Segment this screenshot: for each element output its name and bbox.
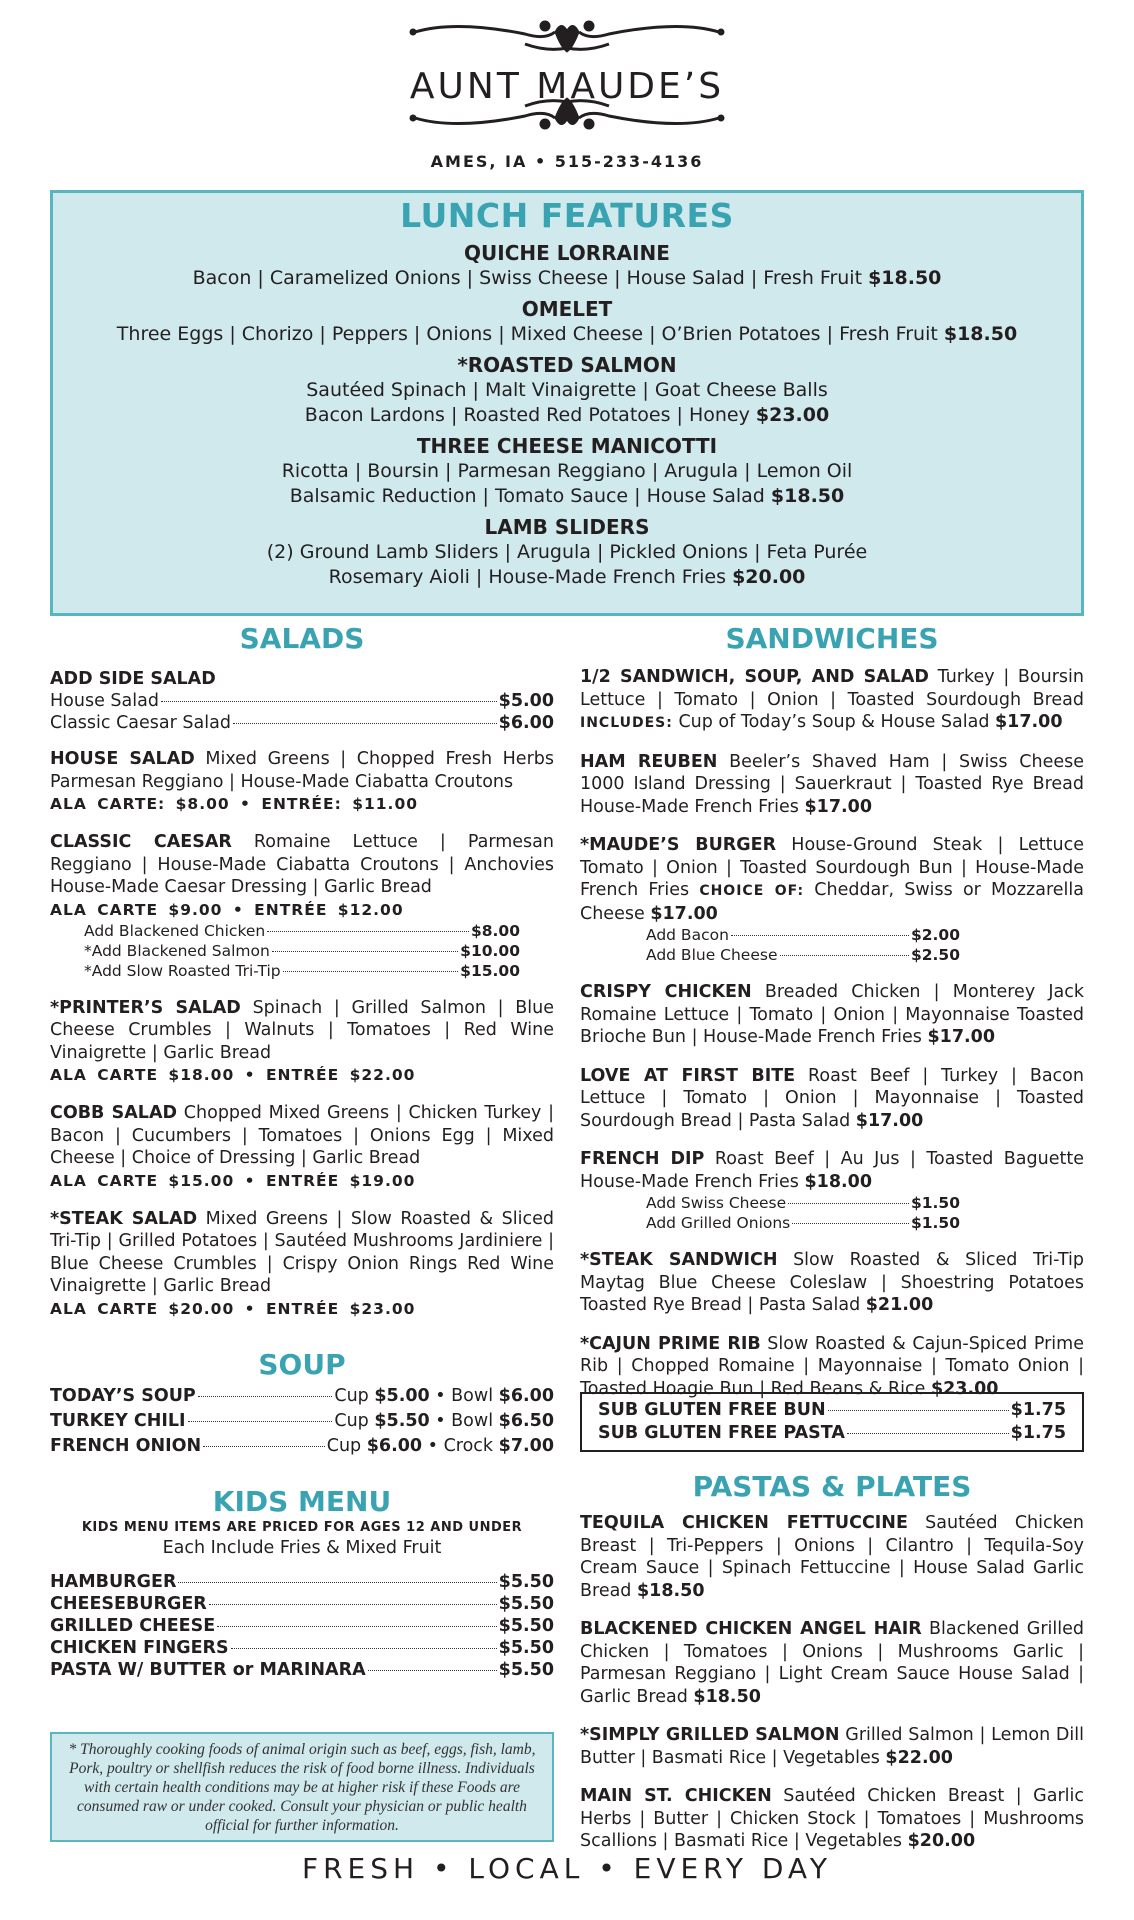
side-salad-row-price: $6.00 bbox=[498, 713, 554, 733]
salad-item-name: *PRINTER’S SALAD bbox=[50, 997, 241, 1018]
salad-item-text: Mixed Greens | Slow Roasted & Sliced Tri-Tip | Grilled Potatoes | Sautéed Mushrooms Jardiniere | Blue Cheese Crumbles | Crispy Onion Rings Red Wine Vinaigrette | Garlic Bread bbox=[50, 1208, 554, 1296]
salad-items bbox=[50, 748, 554, 1320]
salad-item-desc bbox=[50, 831, 554, 899]
sandwich-item-text: House-Ground Steak | Lettuce Tomato | Onion | Toasted Sourdough Bun | House-Made French Fries bbox=[580, 835, 1084, 900]
sandwich-item-desc bbox=[580, 981, 1084, 1049]
sandwich-item-text: Slow Roasted & Cajun-Spiced Prime Rib | Chopped Romaine | Mayonnaise | Tomato Onion | Toasted Hoagie Bun | Red Beans & Rice bbox=[580, 1333, 1084, 1399]
footer-slogan: FRESH • LOCAL • EVERY DAY bbox=[301, 1852, 832, 1885]
sandwich-item bbox=[580, 1333, 1084, 1401]
sandwich-item-text: Roast Beef | Au Jus | Toasted Baguette House-Made French Fries bbox=[580, 1149, 1084, 1192]
salad-item-desc bbox=[50, 1102, 554, 1170]
soup-name: FRENCH ONION bbox=[50, 1435, 202, 1456]
salad-addon-row-leader bbox=[272, 951, 458, 952]
sandwich-item-name: HAM REUBEN bbox=[580, 751, 718, 772]
salad-item bbox=[50, 1102, 554, 1192]
salad-item-name: HOUSE SALAD bbox=[50, 749, 195, 769]
pasta-item-text: Grilled Salmon | Lemon Dill Butter | Basmati Rice | Vegetables bbox=[580, 1725, 1084, 1768]
kids-row bbox=[50, 1615, 554, 1637]
lunch-item-desc bbox=[53, 266, 1081, 291]
sandwich-item-price: $17.00 bbox=[650, 903, 718, 924]
salad-item-text: Spinach | Grilled Salmon | Blue Cheese Crumbles | Walnuts | Tomatoes | Red Wine Vinaigrette | Garlic Bread bbox=[50, 997, 554, 1063]
contact-text: AMES, IA • 515-233-4136 bbox=[430, 152, 704, 171]
soup-title: SOUP bbox=[258, 1347, 346, 1381]
lunch-item-name: *ROASTED SALMON bbox=[457, 353, 677, 377]
lunch-item-price: $20.00 bbox=[732, 566, 806, 588]
gluten-free-row-label: SUB GLUTEN FREE BUN bbox=[598, 1400, 826, 1420]
kids-row-price: $5.50 bbox=[498, 1659, 554, 1680]
gluten-free-row-label: SUB GLUTEN FREE PASTA bbox=[598, 1423, 845, 1443]
sandwich-item-name: 1/2 SANDWICH, SOUP, AND SALAD bbox=[580, 667, 929, 687]
salad-addon-row-label: Add Blackened Chicken bbox=[84, 921, 266, 940]
lunch-item-price: $23.00 bbox=[755, 404, 830, 426]
kids-row-label: GRILLED CHEESE bbox=[50, 1615, 216, 1636]
kids-row-price: $5.50 bbox=[498, 1637, 554, 1658]
lunch-item-price: $18.50 bbox=[868, 267, 942, 289]
salad-addon-row-price: $10.00 bbox=[460, 941, 520, 960]
kids-row-price: $5.50 bbox=[498, 1571, 554, 1592]
sandwich-extra-label: INCLUDES: bbox=[580, 715, 673, 731]
gluten-free-row-leader bbox=[847, 1433, 1009, 1434]
kids-note: KIDS MENU ITEMS ARE PRICED FOR AGES 12 AND UNDER bbox=[81, 1519, 523, 1535]
salad-addon-row-label: *Add Slow Roasted Tri-Tip bbox=[84, 961, 281, 980]
kids-row bbox=[50, 1571, 554, 1593]
sandwich-item-text: Slow Roasted & Sliced Tri-Tip Maytag Blue Cheese Coleslaw | Shoestring Potatoes Toasted Rye Bread | Pasta Salad bbox=[580, 1250, 1084, 1315]
salad-addon-row-price: $15.00 bbox=[460, 961, 520, 980]
sandwich-addon-row-leader bbox=[731, 935, 909, 936]
gluten-free-row-price: $1.75 bbox=[1010, 1423, 1066, 1443]
kids-row-price: $5.50 bbox=[498, 1615, 554, 1636]
sandwich-addon-row-leader bbox=[780, 955, 909, 956]
lunch-item-desc bbox=[53, 322, 1081, 347]
kids-row-label: HAMBURGER bbox=[50, 1571, 177, 1592]
contact-line bbox=[0, 152, 1134, 171]
salad-item-desc bbox=[50, 748, 554, 793]
pasta-item-name: *SIMPLY GRILLED SALMON bbox=[580, 1725, 840, 1745]
sandwich-item-name: FRENCH DIP bbox=[580, 1149, 705, 1169]
pasta-item-text: Blackened Grilled Chicken | Tomatoes | Onions | Mushrooms Garlic | Parmesan Reggiano | Light Cream Sauce House Salad | Garlic Bread bbox=[580, 1619, 1084, 1707]
lunch-item-line: Rosemary Aioli | House-Made French Fries bbox=[328, 566, 727, 588]
other-price: $6.00 bbox=[498, 1385, 554, 1406]
salad-item bbox=[50, 831, 554, 981]
lunch-item-line: Balsamic Reduction | Tomato Sauce | House Salad bbox=[289, 485, 765, 507]
pasta-item bbox=[580, 1618, 1084, 1708]
kids-row-label: CHEESEBURGER bbox=[50, 1593, 207, 1614]
kids-row-label: PASTA W/ BUTTER or MARINARA bbox=[50, 1659, 366, 1680]
cup-price: $6.00 bbox=[366, 1435, 423, 1456]
soup-name: TURKEY CHILI bbox=[50, 1410, 186, 1431]
cup-label: Cup bbox=[334, 1385, 369, 1406]
sandwich-addon-row-price: $1.50 bbox=[910, 1194, 960, 1212]
sandwich-addon-row-label: Add Swiss Cheese bbox=[646, 1194, 787, 1212]
pasta-item-price: $18.50 bbox=[693, 1686, 761, 1707]
lunch-item-desc bbox=[53, 378, 1081, 403]
pasta-item-name: MAIN ST. CHICKEN bbox=[580, 1786, 772, 1806]
sandwich-addon-row bbox=[646, 925, 960, 945]
side-salad-row bbox=[50, 712, 554, 734]
soup-row bbox=[50, 1384, 554, 1409]
health-notice: * Thoroughly cooking foods of animal origin such as beef, eggs, fish, lamb, Pork, poultry or shellfish reduces the risk of food borne illness. Individuals with certain health conditions may be at higher risk if these Foods are consumed raw or under cooked. Consult your physician or public health official for further information. bbox=[50, 1732, 554, 1842]
side-salad-row-label: House Salad bbox=[50, 691, 159, 711]
sandwich-item-desc bbox=[580, 666, 1084, 735]
sandwich-addon-row-leader bbox=[792, 1223, 909, 1224]
pasta-item-text: Sautéed Chicken Breast | Garlic Herbs | Butter | Chicken Stock | Tomatoes | Mushrooms Scallions | Basmati Rice | Vegetables bbox=[580, 1786, 1084, 1851]
lunch-item-desc bbox=[53, 540, 1081, 565]
soup-prices: Cup $5.50 • Bowl $6.50 bbox=[334, 1410, 554, 1431]
salad-addon-row-label: *Add Blackened Salmon bbox=[84, 941, 270, 960]
sandwich-item-desc bbox=[580, 1249, 1084, 1317]
salad-item-desc bbox=[50, 997, 554, 1065]
sandwich-item-price: $17.00 bbox=[995, 712, 1063, 732]
salad-item-text: Mixed Greens | Chopped Fresh Herbs Parmesan Reggiano | House-Made Ciabatta Croutons bbox=[50, 749, 554, 792]
lunch-item-desc bbox=[53, 484, 1081, 509]
lunch-item-desc bbox=[53, 459, 1081, 484]
pasta-item-name: TEQUILA CHICKEN FETTUCCINE bbox=[580, 1513, 908, 1533]
logo bbox=[375, 18, 759, 144]
kids-row-label: CHICKEN FINGERS bbox=[50, 1637, 229, 1658]
lunch-item-desc bbox=[53, 565, 1081, 590]
sandwich-item bbox=[580, 1065, 1084, 1133]
pasta-item bbox=[580, 1512, 1084, 1602]
sandwich-item-text: Breaded Chicken | Monterey Jack Romaine Lettuce | Tomato | Onion | Mayonnaise Toasted Brioche Bun | House-Made French Fries bbox=[580, 982, 1085, 1047]
salad-item-name: CLASSIC CAESAR bbox=[50, 832, 232, 852]
sandwich-addon-row-label: Add Blue Cheese bbox=[646, 946, 778, 964]
soup-leader bbox=[188, 1421, 333, 1422]
salad-item bbox=[50, 997, 554, 1087]
soup-row bbox=[50, 1434, 554, 1459]
side-salad-rows bbox=[50, 690, 554, 734]
lunch-item-desc bbox=[53, 403, 1081, 428]
salad-item-prices: ALA CARTE $18.00 • ENTRÉE $22.00 bbox=[50, 1066, 416, 1084]
other-label: Bowl bbox=[451, 1385, 494, 1406]
lunch-item-line: (2) Ground Lamb Sliders | Arugula | Pickled Onions | Feta Purée bbox=[266, 541, 868, 563]
lunch-item-name: LAMB SLIDERS bbox=[484, 515, 650, 539]
cup-label: Cup bbox=[334, 1410, 369, 1431]
lunch-item-line: Bacon | Caramelized Onions | Swiss Cheese | House Salad | Fresh Fruit bbox=[192, 267, 863, 289]
salad-addon-row-price: $8.00 bbox=[470, 921, 520, 940]
side-salad-row-label: Classic Caesar Salad bbox=[50, 713, 231, 733]
sandwich-addon-row bbox=[646, 945, 960, 965]
sandwich-addon-row-label: Add Bacon bbox=[646, 926, 729, 944]
lunch-item-name: OMELET bbox=[521, 297, 613, 321]
cup-price: $5.00 bbox=[374, 1385, 430, 1406]
sandwich-item-text: Beeler’s Shaved Ham | Swiss Cheese 1000 Island Dressing | Sauerkraut | Toasted Rye Bread House-Made French Fries bbox=[580, 751, 1084, 817]
salad-item bbox=[50, 748, 554, 815]
other-label: Bowl bbox=[451, 1410, 494, 1431]
pastas-column bbox=[580, 1468, 1084, 1853]
sandwich-item-price: $23.00 bbox=[930, 1378, 999, 1399]
pasta-item bbox=[580, 1724, 1084, 1769]
salad-item bbox=[50, 1208, 554, 1320]
kids-row-leader bbox=[209, 1604, 497, 1605]
side-salad-block bbox=[50, 668, 554, 734]
lunch-item-price: $18.50 bbox=[770, 485, 845, 507]
salad-item-desc bbox=[50, 1208, 554, 1298]
other-price: $6.50 bbox=[498, 1410, 554, 1431]
soup-prices: Cup $5.00 • Bowl $6.00 bbox=[334, 1385, 554, 1406]
sandwich-extra: Cheddar, Swiss or Mozzarella Cheese bbox=[580, 880, 1084, 924]
lunch-item-name: THREE CHEESE MANICOTTI bbox=[416, 434, 718, 458]
gluten-free-row bbox=[598, 1422, 1066, 1445]
lunch-item-line: Sautéed Spinach | Malt Vinaigrette | Goat Cheese Balls bbox=[306, 379, 828, 401]
salad-item-name: COBB SALAD bbox=[50, 1103, 178, 1123]
salad-addon-row-leader bbox=[267, 931, 469, 932]
pasta-item-price: $18.50 bbox=[637, 1580, 705, 1601]
sandwich-item-desc bbox=[580, 1333, 1084, 1401]
lunch-item-price: $18.50 bbox=[943, 323, 1018, 345]
other-label: Crock bbox=[443, 1435, 494, 1456]
sandwich-item-desc bbox=[580, 751, 1084, 819]
kids-row-price: $5.50 bbox=[498, 1593, 554, 1614]
lunch-features-box bbox=[50, 190, 1084, 616]
kids-row-leader bbox=[217, 1626, 496, 1627]
sandwich-addon-row-price: $2.50 bbox=[910, 946, 960, 964]
pasta-item-name: BLACKENED CHICKEN ANGEL HAIR bbox=[580, 1619, 922, 1639]
kids-row bbox=[50, 1593, 554, 1615]
sandwich-item-name: LOVE AT FIRST BITE bbox=[580, 1065, 796, 1086]
salad-addon-row-leader bbox=[283, 971, 459, 972]
salad-item-text: Chopped Mixed Greens | Chicken Turkey | Bacon | Cucumbers | Tomatoes | Onions Egg | Mixed Cheese | Choice of Dressing | Garlic Bread bbox=[50, 1103, 554, 1168]
sandwich-item bbox=[580, 834, 1084, 965]
sandwich-item-text: Roast Beef | Turkey | Bacon Lettuce | Tomato | Onion | Mayonnaise | Toasted Sourdough Bread | Pasta Salad bbox=[580, 1065, 1084, 1131]
sandwich-item-name: CRISPY CHICKEN bbox=[580, 982, 752, 1002]
salad-addon-row bbox=[84, 921, 520, 941]
sandwich-item bbox=[580, 1148, 1084, 1233]
restaurant-name: AUNT MAUDE’S bbox=[409, 66, 725, 107]
salad-item-text: Romaine Lettuce | Parmesan Reggiano | House-Made Ciabatta Croutons | Anchovies House-Made Caesar Dressing | Garlic Bread bbox=[50, 832, 554, 897]
left-column bbox=[50, 620, 554, 1681]
sandwich-item-name: *MAUDE’S BURGER bbox=[580, 835, 777, 855]
salad-item-prices: ALA CARTE $9.00 • ENTRÉE $12.00 bbox=[50, 900, 404, 919]
salad-item-prices: ALA CARTE: $8.00 • ENTRÉE: $11.00 bbox=[50, 795, 419, 813]
sandwiches-title: SANDWICHES bbox=[725, 622, 939, 655]
sandwich-item bbox=[580, 666, 1084, 735]
kids-row-leader bbox=[178, 1582, 496, 1583]
other-price: $7.00 bbox=[498, 1435, 554, 1456]
soup-leader bbox=[198, 1396, 333, 1397]
kids-rows bbox=[50, 1571, 554, 1681]
side-salad-row-price: $5.00 bbox=[498, 691, 554, 711]
cup-label: Cup bbox=[326, 1435, 362, 1456]
sandwich-addon-row-price: $2.00 bbox=[910, 926, 960, 944]
lunch-item-line: Three Eggs | Chorizo | Peppers | Onions | Mixed Cheese | O’Brien Potatoes | Fresh Fruit bbox=[116, 323, 938, 345]
sandwich-item-price: $17.00 bbox=[804, 796, 872, 817]
kids-row-leader bbox=[368, 1670, 497, 1671]
sandwich-item-price: $21.00 bbox=[865, 1295, 934, 1315]
sandwich-item-desc bbox=[580, 834, 1084, 925]
kids-row bbox=[50, 1659, 554, 1681]
sandwich-item-name: *STEAK SANDWICH bbox=[580, 1250, 778, 1270]
sandwich-extra-label: CHOICE OF: bbox=[699, 883, 805, 899]
kids-note-includes: Each Include Fries & Mixed Fruit bbox=[162, 1537, 442, 1558]
lunch-item-name: QUICHE LORRAINE bbox=[464, 241, 670, 265]
salad-item-name: *STEAK SALAD bbox=[50, 1208, 198, 1229]
sandwich-item bbox=[580, 751, 1084, 819]
salad-addon-row bbox=[84, 961, 520, 981]
sandwich-item-price: $18.00 bbox=[804, 1171, 872, 1192]
pasta-item bbox=[580, 1785, 1084, 1853]
sandwich-addon-row bbox=[646, 1193, 960, 1213]
sandwich-items bbox=[580, 666, 1084, 1400]
pastas-title: PASTAS & PLATES bbox=[692, 1470, 972, 1503]
sandwich-addon-row-leader bbox=[788, 1203, 909, 1204]
kids-menu-title: KIDS MENU bbox=[212, 1484, 392, 1518]
sandwich-item-desc bbox=[580, 1148, 1084, 1193]
kids-row-leader bbox=[231, 1648, 497, 1649]
cup-price: $5.50 bbox=[374, 1410, 430, 1431]
sandwich-item bbox=[580, 1249, 1084, 1317]
soup-row bbox=[50, 1409, 554, 1434]
sandwich-addon-row bbox=[646, 1213, 960, 1233]
sandwich-item-name: *CAJUN PRIME RIB bbox=[580, 1333, 761, 1354]
sandwich-extra: Cup of Today’s Soup & House Salad bbox=[678, 712, 990, 732]
pasta-item-price: $20.00 bbox=[907, 1831, 976, 1851]
gluten-free-row-price: $1.75 bbox=[1010, 1400, 1066, 1420]
salad-addon-row bbox=[84, 941, 520, 961]
lunch-item-line: Bacon Lardons | Roasted Red Potatoes | Honey bbox=[304, 404, 750, 426]
pasta-items bbox=[580, 1512, 1084, 1853]
lunch-items bbox=[53, 241, 1081, 590]
side-salad-row-leader bbox=[233, 723, 497, 724]
sandwich-addon-row-price: $1.50 bbox=[910, 1214, 960, 1232]
soup-rows bbox=[50, 1384, 554, 1459]
kids-row bbox=[50, 1637, 554, 1659]
salad-item-prices: ALA CARTE $20.00 • ENTRÉE $23.00 bbox=[50, 1299, 416, 1318]
gluten-free-box bbox=[580, 1392, 1084, 1452]
gluten-free-row-leader bbox=[828, 1410, 1009, 1411]
sandwich-item-price: $17.00 bbox=[927, 1027, 996, 1047]
salad-item-prices: ALA CARTE $15.00 • ENTRÉE $19.00 bbox=[50, 1171, 416, 1190]
lunch-features-title: LUNCH FEATURES bbox=[400, 196, 734, 235]
sandwich-item-desc bbox=[580, 1065, 1084, 1133]
side-salad-row bbox=[50, 690, 554, 712]
pasta-item-text: Sautéed Chicken Breast | Tri-Peppers | Onions | Cilantro | Tequila-Soy Cream Sauce | Spinach Fettuccine | House Salad Garlic Bread bbox=[580, 1513, 1084, 1601]
side-salad-row-leader bbox=[161, 701, 497, 702]
sandwich-addon-row-label: Add Grilled Onions bbox=[646, 1214, 791, 1232]
gluten-free-row bbox=[598, 1399, 1066, 1422]
soup-leader bbox=[203, 1446, 325, 1447]
right-column bbox=[580, 620, 1084, 1400]
pasta-item-price: $22.00 bbox=[885, 1747, 953, 1768]
soup-name: TODAY’S SOUP bbox=[50, 1385, 196, 1406]
sandwich-item-price: $17.00 bbox=[855, 1110, 924, 1131]
side-salad-heading: ADD SIDE SALAD bbox=[50, 669, 216, 689]
salads-title: SALADS bbox=[239, 622, 365, 655]
lunch-item-line: Ricotta | Boursin | Parmesan Reggiano | Arugula | Lemon Oil bbox=[281, 460, 853, 482]
sandwich-item-text: Turkey | Boursin Lettuce | Tomato | Onion | Toasted Sourdough Bread bbox=[580, 667, 1084, 710]
sandwich-item bbox=[580, 981, 1084, 1049]
soup-prices: Cup $6.00 • Crock $7.00 bbox=[326, 1435, 554, 1456]
